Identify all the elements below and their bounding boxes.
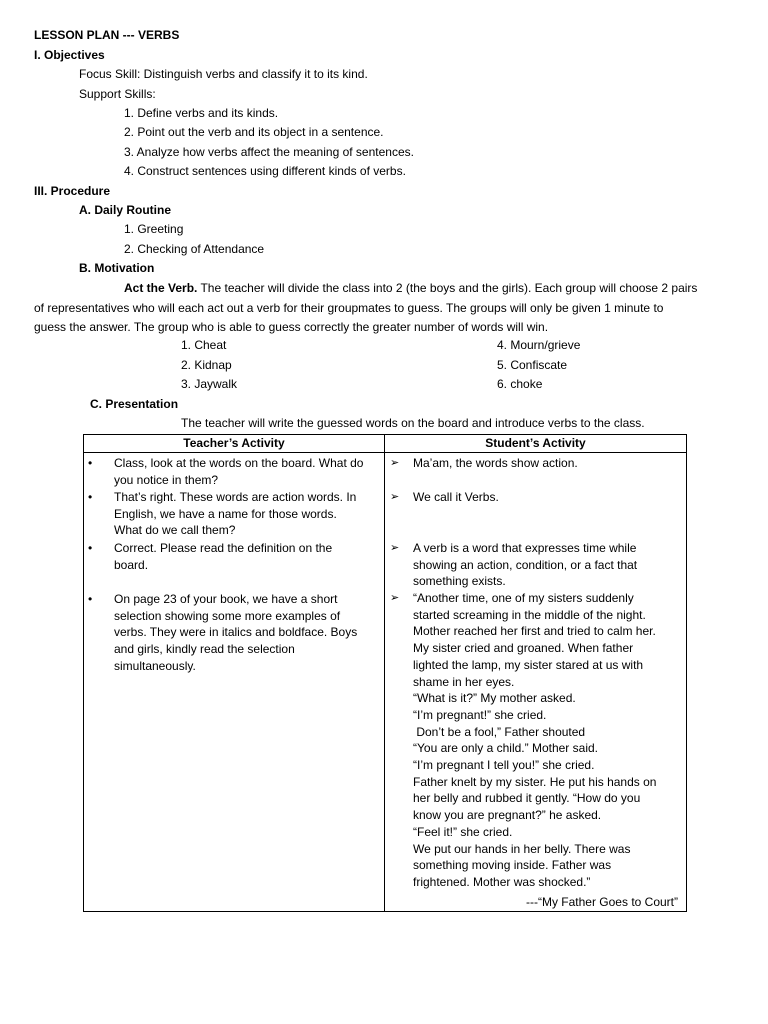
- verb-word: 4. Mourn/grieve: [497, 338, 581, 352]
- teacher-activity-cell: [84, 453, 385, 912]
- support-skill-item: 4. Construct sentences using different kinds of verbs.: [124, 164, 406, 178]
- focus-skill: Focus Skill: Distinguish verbs and classify it to its kind.: [79, 67, 368, 81]
- story-line: Father knelt by my sister. He put his hands on: [413, 774, 657, 789]
- bullet-icon: •: [88, 541, 93, 555]
- arrow-bullet-icon: ➢: [390, 592, 400, 604]
- story-line: “Feel it!” she cried.: [413, 824, 513, 839]
- teacher-line: [84, 455, 382, 488]
- student-line: [385, 455, 685, 472]
- story-line: her belly and rubbed it gently. “How do you: [413, 791, 641, 806]
- teacher-text: board.: [114, 557, 149, 572]
- bullet-icon: •: [88, 592, 93, 606]
- story-line: My sister cried and groaned. When father: [413, 641, 634, 656]
- story-line: “Another time, one of my sisters suddenly: [413, 591, 634, 605]
- verb-word: 1. Cheat: [181, 338, 227, 352]
- teacher-text: you notice in them?: [114, 472, 219, 487]
- daily-routine-heading: A. Daily Routine: [79, 203, 172, 217]
- student-text: Ma’am, the words show action.: [413, 456, 578, 470]
- bullet-icon: •: [88, 456, 93, 470]
- student-line: [385, 489, 685, 506]
- student-activity-header: Student’s Activity: [385, 435, 687, 453]
- teacher-line: [84, 591, 382, 675]
- teacher-text: Class, look at the words on the board. What do: [114, 456, 364, 470]
- story-line: “What is it?” My mother asked.: [413, 691, 576, 706]
- teacher-text: What do we call them?: [114, 523, 236, 538]
- objectives-heading: I. Objectives: [34, 48, 105, 62]
- teacher-text: That’s right. These words are action words. In: [114, 490, 357, 504]
- story-line: frightened. Mother was shocked.”: [413, 874, 591, 889]
- verb-word: 2. Kidnap: [181, 358, 232, 372]
- story-line: Mother reached her first and tried to calm her.: [413, 624, 656, 639]
- teacher-text: simultaneously.: [114, 658, 196, 673]
- teacher-text: On page 23 of your book, we have a short: [114, 592, 338, 606]
- story-line: “I’m pregnant!” she cried.: [413, 707, 547, 722]
- student-line: [385, 540, 685, 590]
- arrow-bullet-icon: ➢: [390, 457, 400, 469]
- teacher-text: selection showing some more examples of: [114, 608, 341, 623]
- procedure-heading: III. Procedure: [34, 184, 111, 198]
- bullet-icon: •: [88, 490, 93, 504]
- teacher-text: English, we have a name for those words.: [114, 506, 337, 521]
- motivation-heading: B. Motivation: [79, 261, 155, 275]
- story-line: We put our hands in her belly. There was: [413, 841, 631, 856]
- verb-word: 5. Confiscate: [497, 358, 568, 372]
- story-line: Don’t be a fool,” Father shouted: [413, 724, 586, 739]
- student-text: We call it Verbs.: [413, 490, 499, 504]
- teacher-line: [84, 489, 382, 539]
- story-excerpt: [385, 590, 685, 891]
- motivation-text: guess the answer. The group who is able to guess correctly the greater number of words will win.: [34, 320, 549, 334]
- verb-word: 3. Jaywalk: [181, 377, 238, 391]
- presentation-intro: The teacher will write the guessed words on the board and introduce verbs to the class.: [181, 416, 645, 430]
- story-line: started screaming in the middle of the night.: [413, 607, 646, 622]
- motivation-paragraph: [34, 279, 734, 338]
- arrow-bullet-icon: ➢: [390, 491, 400, 503]
- story-line: something moving inside. Father was: [413, 858, 612, 873]
- routine-item: 1. Greeting: [124, 222, 184, 236]
- story-line: “You are only a child.” Mother said.: [413, 741, 598, 756]
- support-skill-item: 3. Analyze how verbs affect the meaning of sentences.: [124, 145, 414, 159]
- motivation-text: The teacher will divide the class into 2 (the boys and the girls). Each group will choose 2 pairs: [197, 281, 698, 295]
- student-text: something exists.: [413, 574, 506, 589]
- support-skill-item: 1. Define verbs and its kinds.: [124, 106, 279, 120]
- document-title: LESSON PLAN --- VERBS: [34, 28, 180, 42]
- story-line: shame in her eyes.: [413, 674, 515, 689]
- presentation-heading: C. Presentation: [90, 397, 179, 411]
- arrow-bullet-icon: ➢: [390, 542, 400, 554]
- teacher-line: [84, 540, 382, 573]
- story-source: ---“My Father Goes to Court”: [525, 895, 678, 909]
- teacher-activity-header: Teacher’s Activity: [84, 435, 385, 453]
- support-skill-item: 2. Point out the verb and its object in a sentence.: [124, 125, 384, 139]
- teacher-text: verbs. They were in italics and boldface. Boys: [114, 625, 358, 640]
- verb-word: 6. choke: [497, 377, 543, 391]
- routine-item: 2. Checking of Attendance: [124, 242, 265, 256]
- motivation-text: of representatives who will each act out a verb for their groupmates to guess. The groups will only be given 1 minute to: [34, 300, 664, 315]
- student-activity-cell: [385, 453, 687, 912]
- student-text: showing an action, condition, or a fact that: [413, 557, 638, 572]
- story-line: lighted the lamp, my sister stared at us with: [413, 657, 644, 672]
- motivation-activity-name: Act the Verb.: [124, 281, 198, 295]
- teacher-text: Correct. Please read the definition on the: [114, 541, 333, 555]
- activity-table: [83, 434, 687, 912]
- story-line: know you are pregnant?” he asked.: [413, 808, 602, 823]
- support-skills-heading: Support Skills:: [79, 87, 156, 101]
- student-text: A verb is a word that expresses time while: [413, 541, 637, 555]
- story-line: “I’m pregnant I tell you!” she cried.: [413, 758, 595, 773]
- teacher-text: and girls, kindly read the selection: [114, 642, 295, 657]
